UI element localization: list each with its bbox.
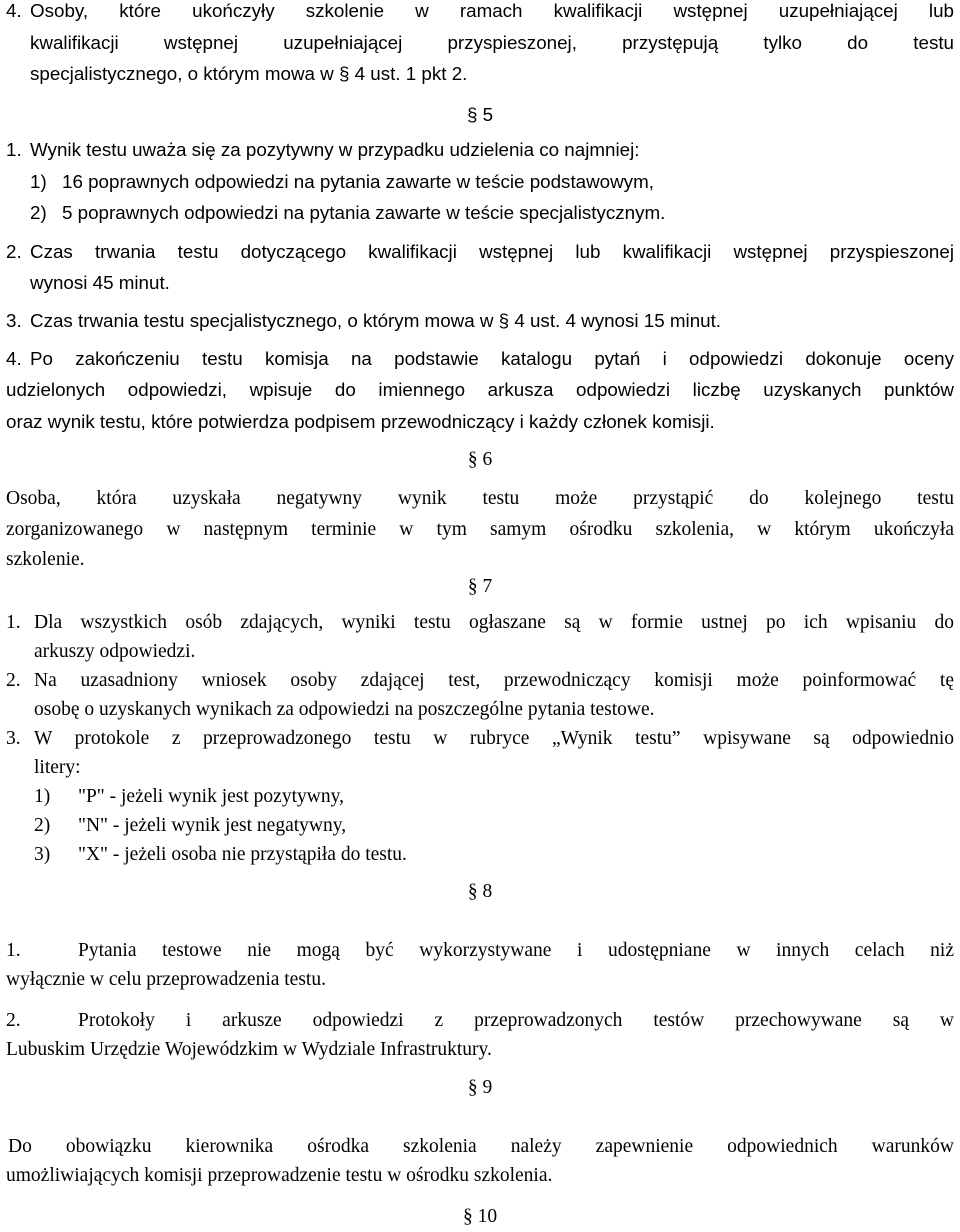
paragraph-text: Osoba, która uzyskała negatywny wynik testu może przystąpić do kolejnego testu xyxy=(6,488,954,509)
paragraph-text: Czas trwania testu dotyczącego kwalifikacji wstępnej lub kwalifikacji wstępnej przyspieszonej xyxy=(30,241,954,262)
list-item: "N" - jeżeli wynik jest negatywny, xyxy=(78,815,347,836)
section-heading: § 8 xyxy=(467,881,493,902)
list-item-number: 1) xyxy=(34,786,51,807)
paragraph-text: Wynik testu uważa się za pozytywny w przypadku udzielenia co najmniej: xyxy=(30,139,640,160)
paragraph-text: oraz wynik testu, które potwierdza podpisem przewodniczący i każdy członek komisji. xyxy=(6,411,715,432)
section-heading: § 10 xyxy=(462,1206,498,1227)
paragraph-text: Do obowiązku kierownika ośrodka szkolenia należy zapewnienie odpowiednich warunków xyxy=(8,1136,954,1157)
section-heading: § 7 xyxy=(467,576,493,597)
paragraph-text: osobę o uzyskanych wynikach za odpowiedzi na poszczególne pytania testowe. xyxy=(34,699,655,720)
paragraph-text: litery: xyxy=(34,757,81,778)
paragraph-text: umożliwiających komisji przeprowadzenie testu w ośrodku szkolenia. xyxy=(6,1165,553,1186)
paragraph-number: 2. xyxy=(6,1010,21,1031)
paragraph-text: kwalifikacji wstępnej uzupełniającej przyspieszonej, przystępują tylko do testu xyxy=(30,32,954,53)
paragraph-text: Na uzasadniony wniosek osoby zdającej test, przewodniczący komisji może poinformować tę xyxy=(34,670,954,691)
paragraph-number: 3. xyxy=(6,728,21,749)
section-heading: § 5 xyxy=(466,104,494,125)
list-item-number: 1) xyxy=(30,171,47,192)
list-item-number: 2) xyxy=(30,202,47,223)
paragraph-text: Pytania testowe nie mogą być wykorzystywane i udostępniane w innych celach niż xyxy=(78,940,954,961)
paragraph-text: udzielonych odpowiedzi, wpisuje do imiennego arkusza odpowiedzi liczbę uzyskanych punktów xyxy=(6,379,954,400)
paragraph-text: Po zakończeniu testu komisja na podstawie katalogu pytań i odpowiedzi dokonuje oceny xyxy=(30,348,954,369)
paragraph-text: W protokole z przeprowadzonego testu w rubryce „Wynik testu” wpisywane są odpowiednio xyxy=(34,728,954,749)
paragraph-text: Czas trwania testu specjalistycznego, o którym mowa w § 4 ust. 4 wynosi 15 minut. xyxy=(30,310,722,331)
paragraph-text: Dla wszystkich osób zdających, wyniki testu ogłaszane są w formie ustnej po ich wpisaniu do xyxy=(34,612,954,633)
list-item: 5 poprawnych odpowiedzi na pytania zawarte w teście specjalistycznym. xyxy=(62,202,666,223)
section-heading: § 6 xyxy=(467,449,493,470)
paragraph-text: zorganizowanego w następnym terminie w tym samym ośrodku szkolenia, w którym ukończyła xyxy=(6,519,954,540)
paragraph-text: wyłącznie w celu przeprowadzenia testu. xyxy=(6,969,326,990)
section-heading: § 9 xyxy=(467,1077,493,1098)
paragraph-text: wynosi 45 minut. xyxy=(30,272,170,293)
paragraph-number: 3. xyxy=(6,310,22,331)
paragraph-number: 1. xyxy=(6,940,21,961)
paragraph-number: 4. xyxy=(6,0,22,21)
paragraph-text: Osoby, które ukończyły szkolenie w ramach kwalifikacji wstępnej uzupełniającej lub xyxy=(30,0,954,21)
paragraph-text: szkolenie. xyxy=(6,549,85,570)
list-item-number: 3) xyxy=(34,844,51,865)
list-item: "P" - jeżeli wynik jest pozytywny, xyxy=(78,786,344,807)
paragraph-number: 2. xyxy=(6,241,22,262)
paragraph-number: 1. xyxy=(6,612,21,633)
paragraph-number: 1. xyxy=(6,139,22,160)
paragraph-number: 2. xyxy=(6,670,21,691)
paragraph-text: arkuszy odpowiedzi. xyxy=(34,641,196,662)
list-item-number: 2) xyxy=(34,815,51,836)
paragraph-text: Lubuskim Urzędzie Wojewódzkim w Wydziale Infrastruktury. xyxy=(6,1039,492,1060)
list-item: 16 poprawnych odpowiedzi na pytania zawarte w teście podstawowym, xyxy=(62,171,654,192)
list-item: "X" - jeżeli osoba nie przystąpiła do testu. xyxy=(78,844,407,865)
paragraph-number: 4. xyxy=(6,348,22,369)
paragraph-text: specjalistycznego, o którym mowa w § 4 ust. 1 pkt 2. xyxy=(30,63,468,84)
paragraph-text: Protokoły i arkusze odpowiedzi z przeprowadzonych testów przechowywane są w xyxy=(78,1010,954,1031)
